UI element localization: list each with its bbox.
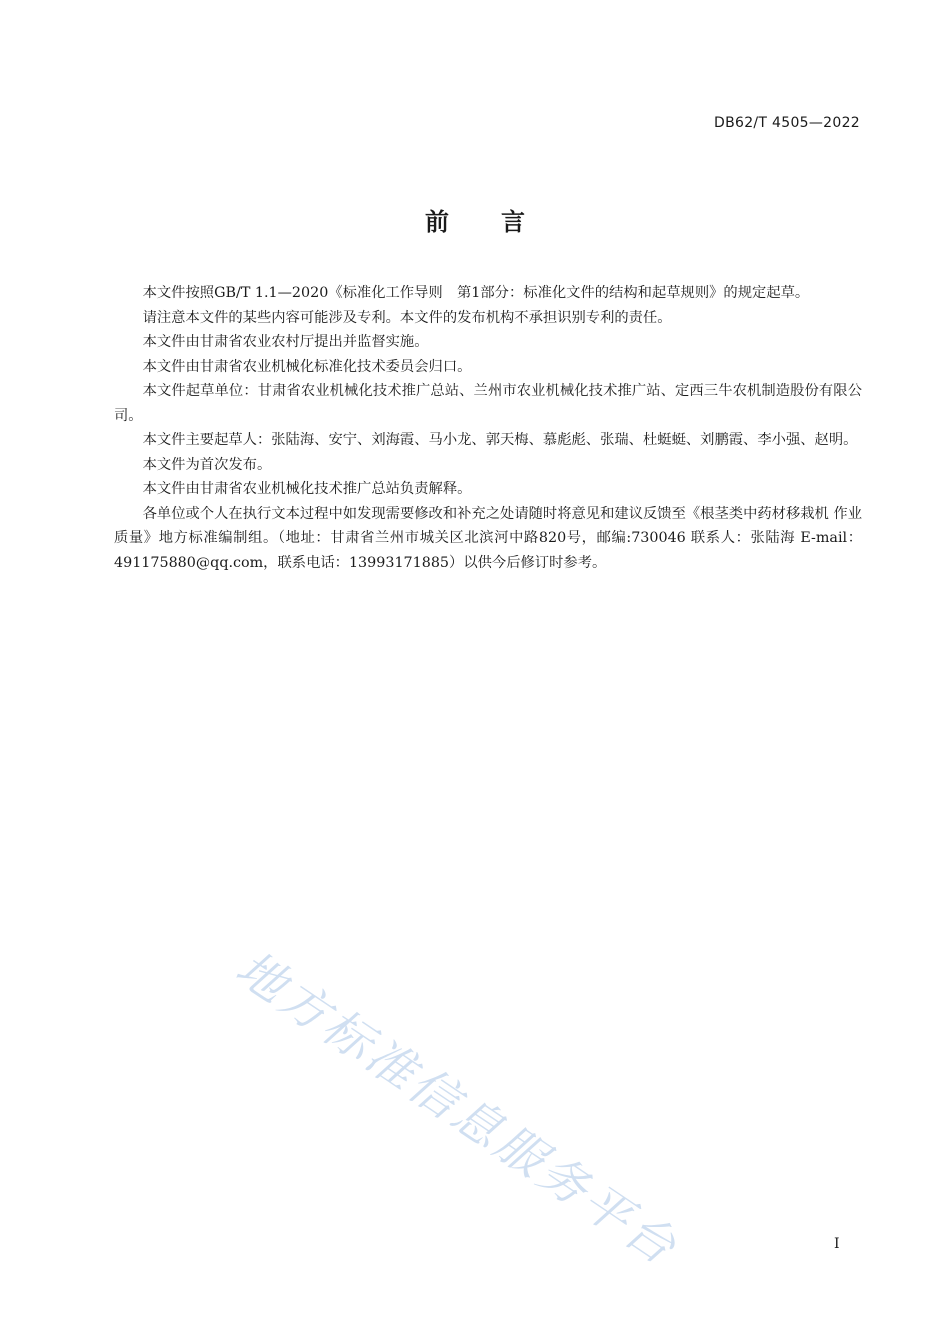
paragraph-patent-notice: 请注意本文件的某些内容可能涉及专利。本文件的发布机构不承担识别专利的责任。 — [142, 309, 672, 326]
foreword-body — [114, 281, 862, 575]
document-code: DB62/T 4505—2022 — [714, 115, 860, 131]
paragraph-feedback-contact: 各单位或个人在执行文本过程中如发现需要修改和补充之处请随时将意见和建议反馈至《根茎类中药材移栽机 作业质量》地方标准编制组。（地址：甘肃省兰州市城关区北滨河中路820号，邮编:730046 联系人：张陆海 E-mail：491175880@qq.com，联系电话：13993171885）以供今后修订时参考。 — [114, 505, 862, 571]
paragraph-drafting-units: 本文件起草单位：甘肃省农业机械化技术推广总站、兰州市农业机械化技术推广站、定西三牛农机制造股份有限公司。 — [114, 383, 862, 424]
paragraph-proposer: 本文件由甘肃省农业农村厅提出并监督实施。 — [142, 334, 429, 350]
paragraph-centralized-by: 本文件由甘肃省农业机械化标准化技术委员会归口。 — [142, 358, 472, 375]
paragraph-standard-basis: 本文件按照GB/T 1.1—2020《标准化工作导则 第1部分：标准化文件的结构和起草规则》的规定起草。 — [142, 285, 810, 301]
watermark: 地方标准信息服务平台 — [225, 940, 689, 1278]
paragraph-first-release: 本文件为首次发布。 — [142, 456, 272, 473]
page-title: 前言 — [425, 208, 577, 236]
page-number: I — [834, 1236, 840, 1252]
paragraph-interpretation: 本文件由甘肃省农业机械化技术推广总站负责解释。 — [142, 481, 472, 497]
paragraph-drafters: 本文件主要起草人：张陆海、安宁、刘海霞、马小龙、郭天梅、慕彪彪、张瑞、杜蜓蜓、刘鹏霞、李小强、赵明。 — [142, 432, 858, 448]
